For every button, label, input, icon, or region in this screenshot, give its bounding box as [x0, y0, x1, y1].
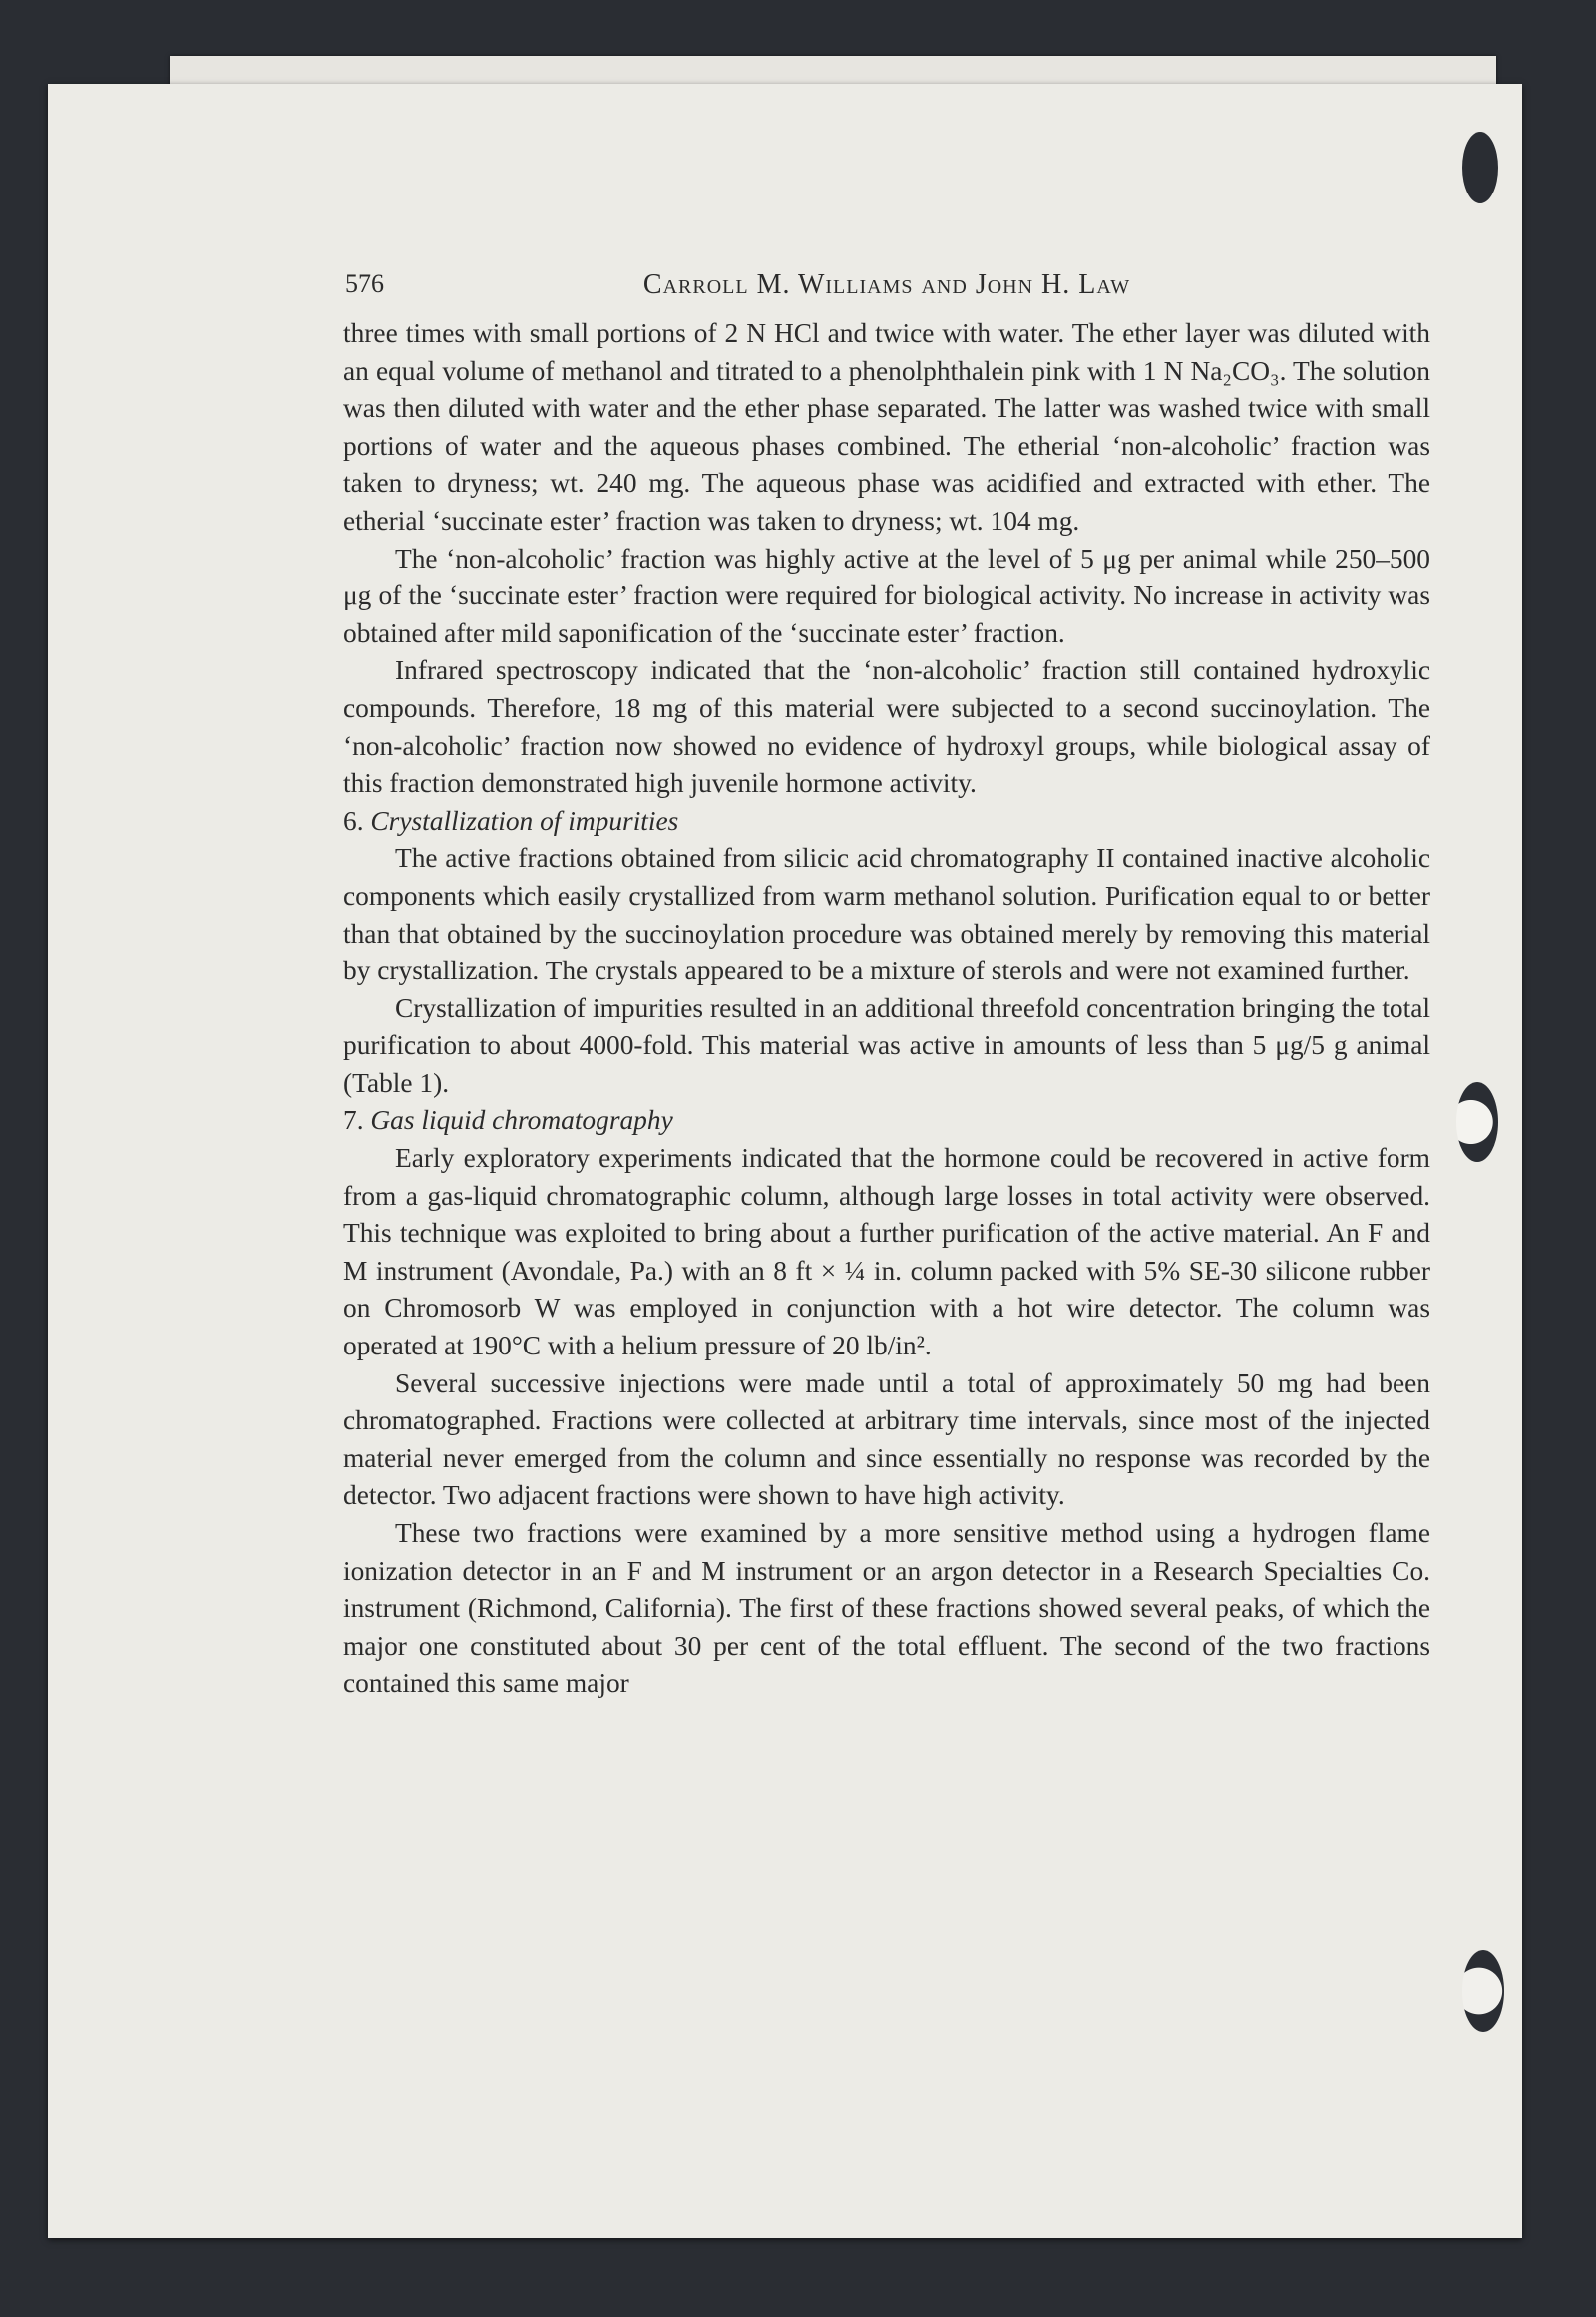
body-text — [343, 315, 1430, 1703]
paragraph: These two fractions were examined by a more sensitive method using a hydrogen flame ionization detector in an F and M instrument or an argon detector in a Research Specialties Co. instrument (Richmond, California). The first of these fractions showed several peaks, of which the major one constituted about 30 per cent of the total effluent. The second of the two fractions contained this same major — [343, 1518, 1430, 1699]
section-number: 7. — [343, 1105, 364, 1136]
paragraph: Several successive injections were made until a total of approximately 50 mg had been chromatographed. Fractions were collected at arbitrary time intervals, since most of the injected material never emerged from the column and since essentially no response was recorded by the detector. Two adjacent fractions were shown to have high activity. — [343, 1367, 1430, 1511]
binder-hole-bottom — [1462, 1950, 1504, 2032]
section-title: Gas liquid chromatography — [370, 1105, 673, 1136]
paragraph: three times with small portions of 2 N HCl and twice with water. The ether layer was diluted with an equal volume of methanol and titrated to a phenolphthalein pink with 1 N Na₂CO₃. The solution was then diluted with water and the ether phase separated. The latter was washed twice with small portions of water and the aqueous phases combined. The etherial ‘non-alcoholic’ fraction was taken to dryness; wt. 240 mg. The aqueous phase was acidified and extracted with ether. The etherial ‘succinate ester’ fraction was taken to dryness; wt. 104 mg. — [343, 318, 1430, 536]
section-heading — [343, 803, 1430, 841]
binder-hole-top — [1462, 132, 1498, 203]
binder-hole-middle — [1456, 1082, 1498, 1162]
section-heading — [343, 1102, 1430, 1140]
section-number: 6. — [343, 805, 364, 836]
paragraph: Early exploratory experiments indicated that the hormone could be recovered in active form from a gas-liquid chromatographic column, although large losses in total activity were observed. This technique was exploited to bring about a further purification of the active material. An F and M instrument (Avondale, Pa.) with an 8 ft × ¼ in. column packed with 5% SE-30 silicone rubber on Chromosorb W was employed in conjunction with a hot wire detector. The column was operated at 190°C with a helium pressure of 20 lb/in². — [343, 1143, 1430, 1361]
page-number: 576 — [345, 269, 384, 298]
page-header — [345, 269, 1428, 305]
section-title: Crystallization of impurities — [370, 805, 679, 836]
running-head: Carroll M. Williams and John H. Law — [642, 269, 1131, 300]
paragraph: The ‘non-alcoholic’ fraction was highly active at the level of 5 μg per animal while 250–500 μg of the ‘succinate ester’ fraction were required for biological activity. No increase in activity was obtained after mild saponification of the ‘succinate ester’ fraction. — [343, 543, 1430, 648]
paragraph: Infrared spectroscopy indicated that the ‘non-alcoholic’ fraction still contained hydroxylic compounds. Therefore, 18 mg of this material were subjected to a second succinoylation. The ‘non-alcoholic’ fraction now showed no evidence of hydroxyl groups, while biological assay of this fraction demonstrated high juvenile hormone activity. — [343, 655, 1430, 799]
paragraph: The active fractions obtained from silicic acid chromatography II contained inactive alcoholic components which easily crystallized from warm methanol solution. Purification equal to or better than that obtained by the succinoylation procedure was obtained merely by removing this material by crystallization. The crystals appeared to be a mixture of sterols and were not examined further. — [343, 843, 1430, 986]
paragraph: Crystallization of impurities resulted in an additional threefold concentration bringing the total purification to about 4000-fold. This material was active in amounts of less than 5 μg/5 g animal (Table 1). — [343, 992, 1430, 1098]
